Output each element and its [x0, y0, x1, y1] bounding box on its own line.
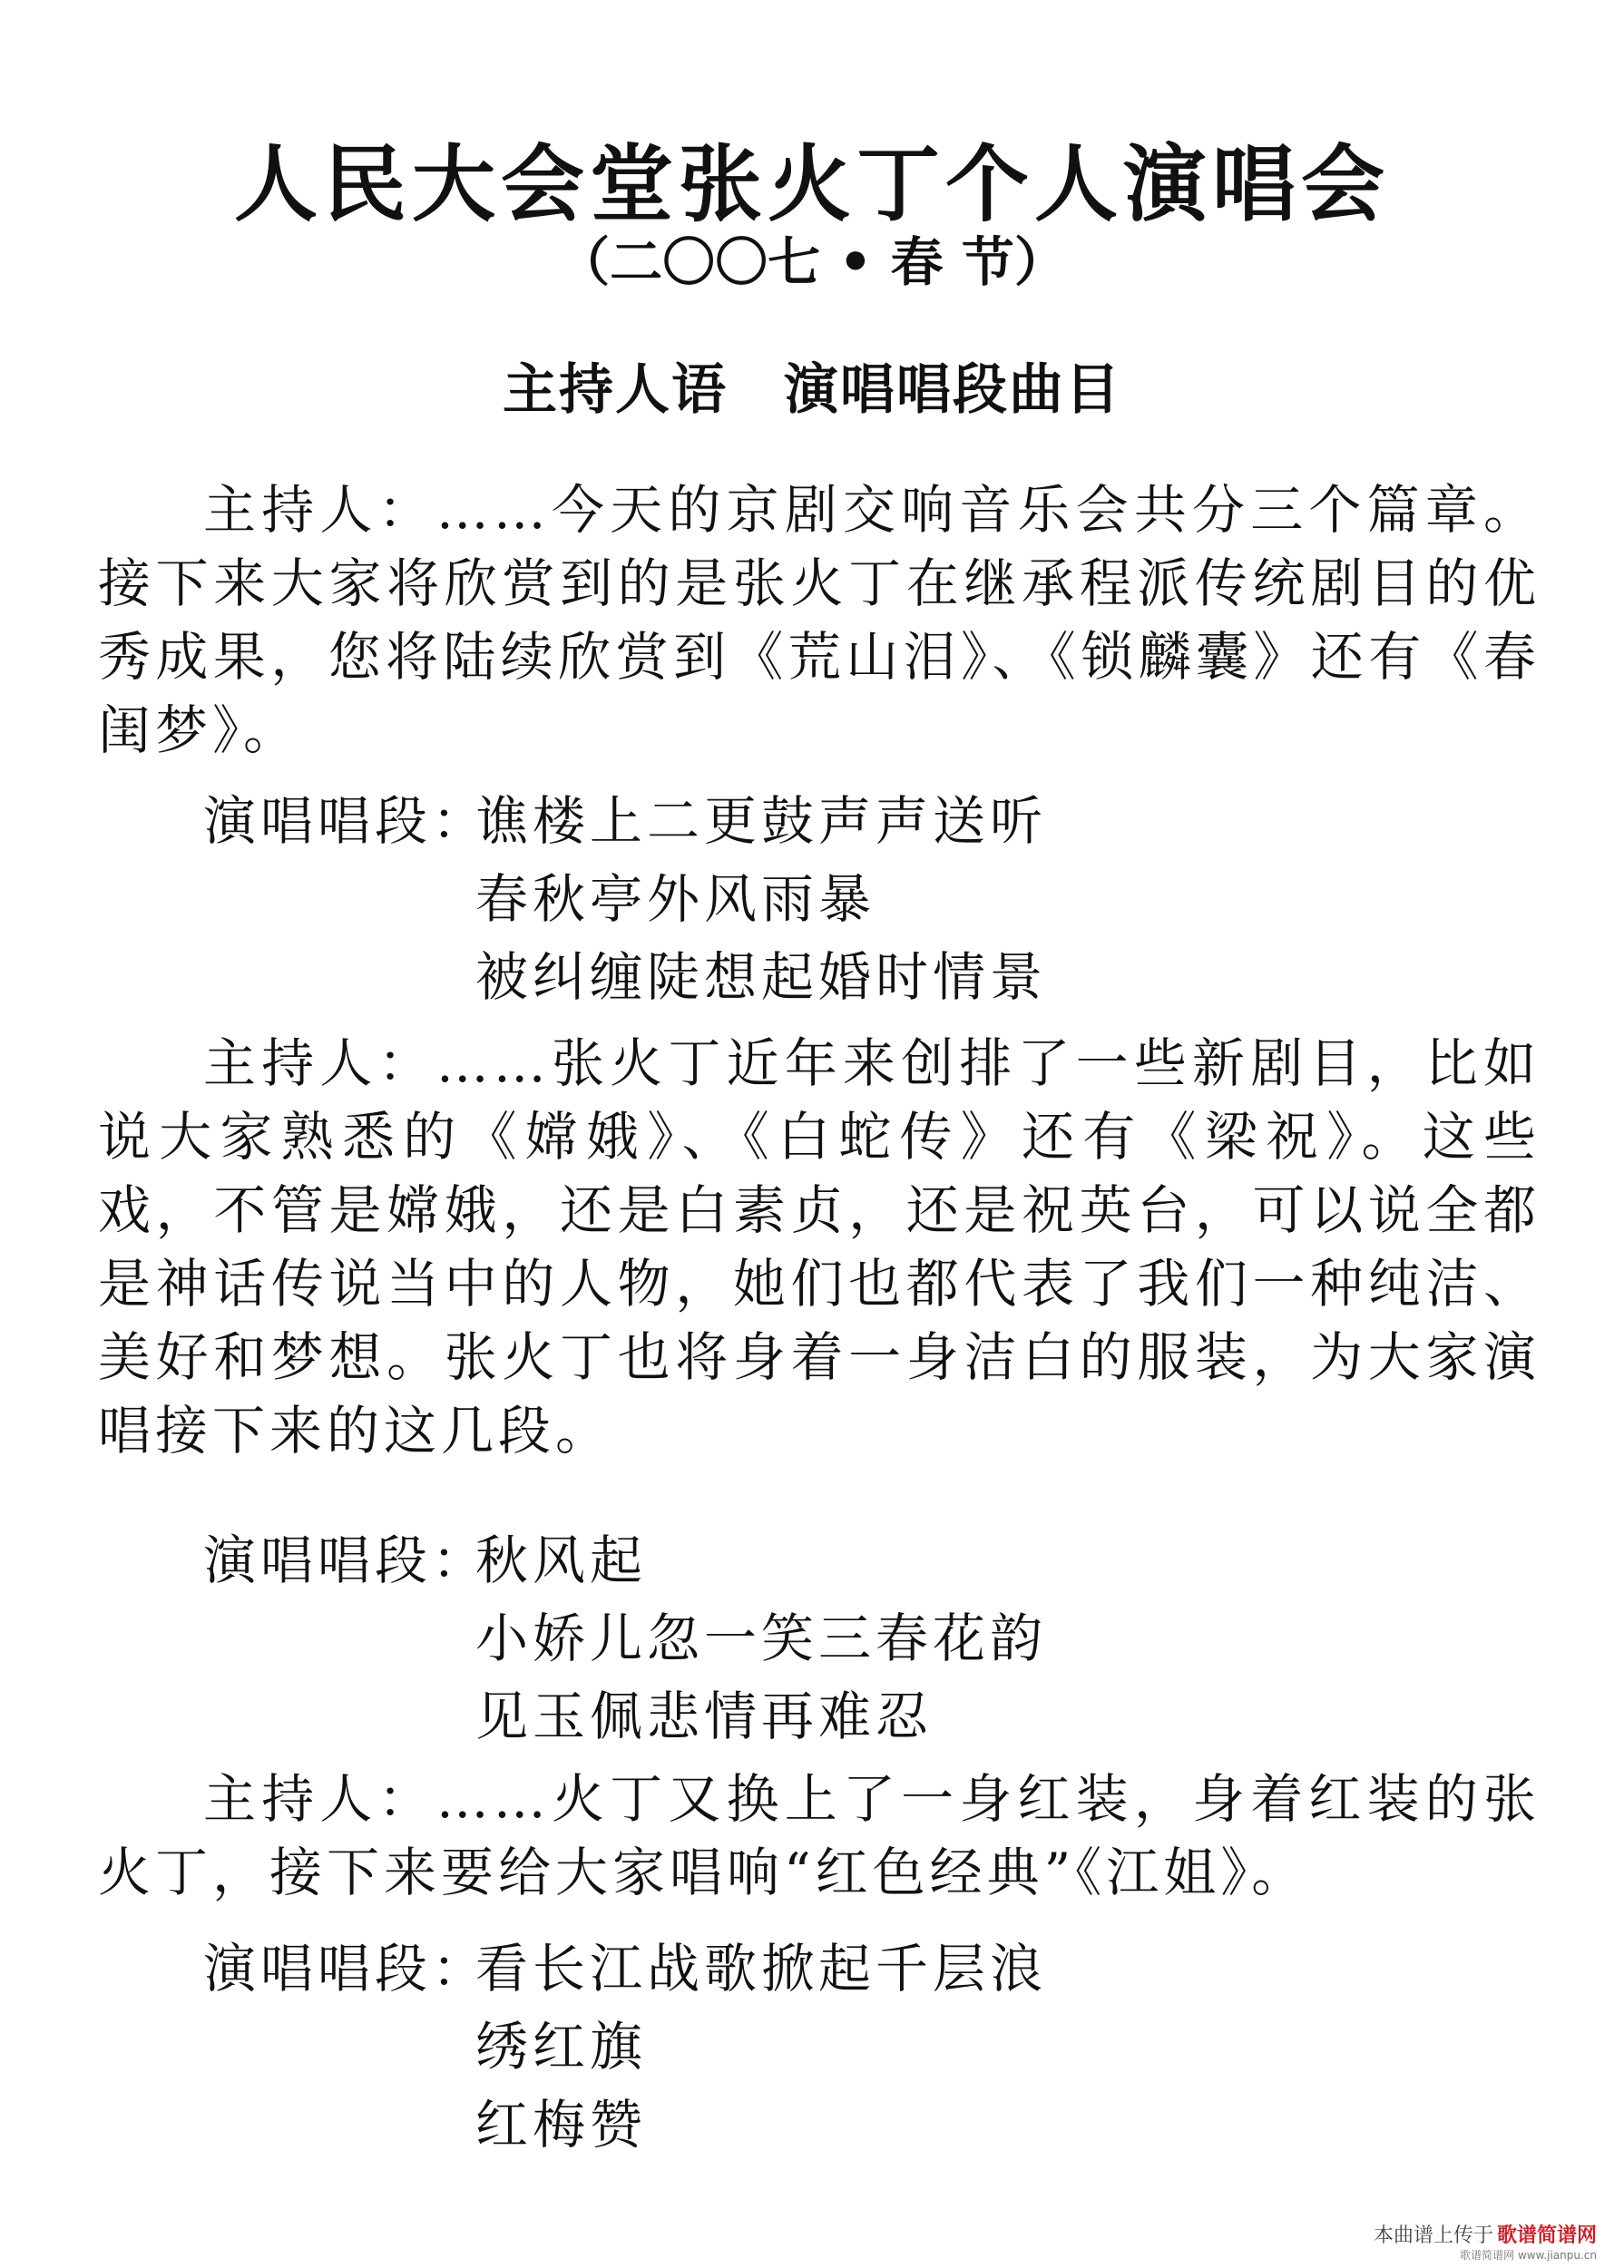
song-list-2 [203, 1521, 1519, 1755]
song-list-3 [203, 1930, 1519, 2164]
site-watermark [1373, 2220, 1597, 2262]
song-row [203, 2086, 1519, 2164]
host-paragraph-1 [98, 474, 1541, 767]
song-row [203, 1930, 1519, 2008]
host-speech-text: ……张火丁近年来创排了一些新剧目，比如说大家熟悉的《嫦娥》、《白蛇传》还有《梁祝》。这些戏，不管是嫦娥，还是白素贞，还是祝英台，可以说全都是神话传说当中的人物，她们也都代表了我们一种纯洁、美好和梦想。张火丁也将身着一身洁白的服装，为大家演唱接下来的这几段。 [98, 1032, 1541, 1461]
song-item: 绣红旗 [475, 2016, 648, 2077]
host-speech-text: ……今天的京剧交响音乐会共分三个篇章。接下来大家将欣赏到的是张火丁在继承程派传统剧目的优秀成果，您将陆续欣赏到《荒山泪》、《锁麟囊》还有《春闺梦》。 [98, 479, 1541, 761]
song-row [203, 2008, 1519, 2086]
host-speaker-label: 主持人： [203, 479, 436, 541]
song-item: 红梅赞 [475, 2094, 648, 2156]
song-item: 看长江战歌掀起千层浪 [475, 1938, 1048, 1999]
page-title: 人民大会堂张火丁个人演唱会 [233, 135, 1390, 233]
host-paragraph-3 [98, 1763, 1541, 1910]
host-speaker-label: 主持人： [203, 1768, 436, 1830]
song-list-1 [203, 782, 1519, 1016]
song-item: 谯楼上二更鼓声声送听 [475, 790, 1048, 852]
song-row [203, 1521, 1519, 1599]
song-row [203, 860, 1519, 938]
songs-label: 演唱唱段： [203, 1938, 490, 1999]
song-item: 见玉佩悲情再难忍 [475, 1686, 934, 1747]
song-item: 秋风起 [475, 1530, 648, 1591]
watermark-brand-logo: 歌谱简谱网 [1496, 2224, 1597, 2247]
host-paragraph-2 [98, 1027, 1541, 1468]
songs-label: 演唱唱段： [203, 1530, 490, 1591]
page-subtitle: （二〇〇七 • 春 节） [557, 231, 1067, 293]
song-item: 春秋亭外风雨暴 [475, 868, 876, 930]
host-speech-text: ……火丁又换上了一身红装，身着红装的张火丁，接下来要给大家唱响“红色经典”《江姐》。 [98, 1768, 1541, 1903]
song-item: 小娇儿忽一笑三春花韵 [475, 1608, 1048, 1669]
song-row [203, 1599, 1519, 1677]
host-speaker-label: 主持人： [203, 1032, 436, 1094]
song-item: 被纠缠陡想起婚时情景 [475, 946, 1048, 1008]
section-title: 主持人语 演唱唱段曲目 [503, 358, 1121, 422]
watermark-upload-text: 本曲谱上传于 [1373, 2224, 1493, 2247]
songs-label: 演唱唱段： [203, 790, 490, 852]
watermark-site-text: 歌谱简谱网 www.jianpu.cn [1460, 2249, 1597, 2262]
song-row [203, 782, 1519, 860]
song-row [203, 1677, 1519, 1755]
song-row [203, 938, 1519, 1016]
